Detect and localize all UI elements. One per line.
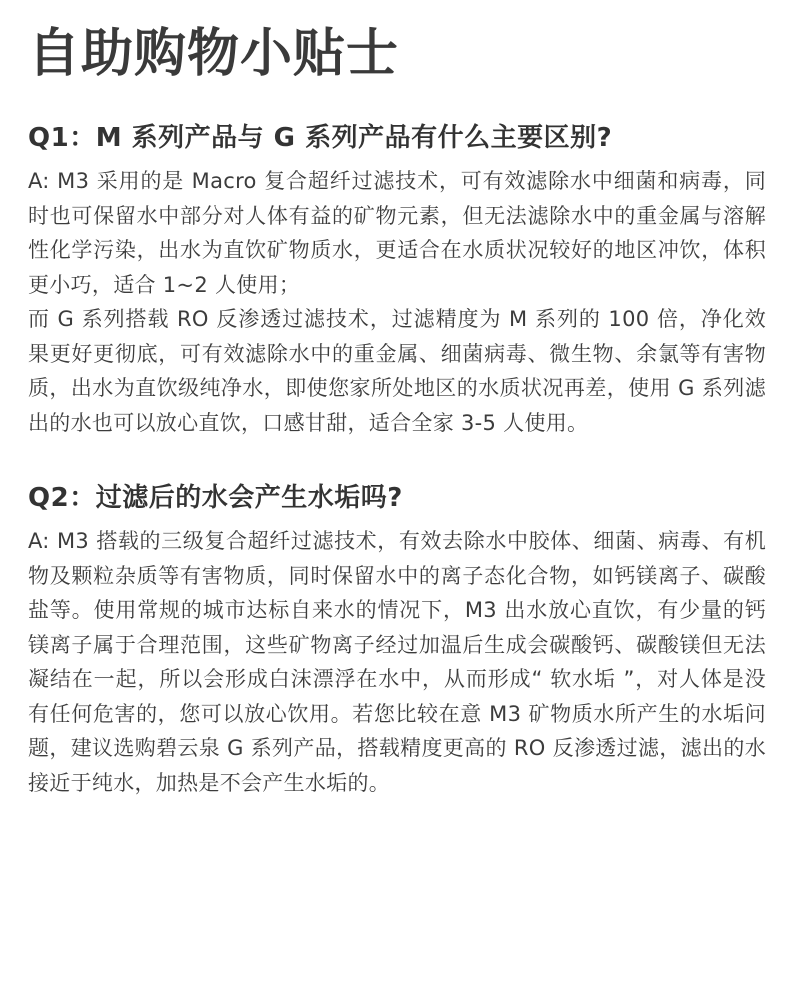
question-1: Q1：M 系列产品与 G 系列产品有什么主要区别? (28, 123, 613, 153)
qa-item-1 (28, 118, 766, 440)
answer-1-paragraph-2: 而 G 系列搭载 RO 反渗透过滤技术，过滤精度为 M 系列的 100 倍，净化效果更好更彻底，可有效滤除水中的重金属、细菌病毒、微生物、余氯等有害物质，出水为直饮级纯净水，即使您家所处地区的水质状况再差，使用 G 系列滤出的水也可以放心直饮，口感甘甜，适合全家 3-5 人使用。 (28, 307, 766, 435)
answer-1 (28, 164, 766, 440)
question-2: Q2：过滤后的水会产生水垢吗? (28, 483, 403, 513)
answer-2 (28, 524, 766, 800)
qa-item-2 (28, 478, 766, 800)
answer-1-paragraph-1: A: M3 采用的是 Macro 复合超纤过滤技术，可有效滤除水中细菌和病毒，同时也可保留水中部分对人体有益的矿物元素，但无法滤除水中的重金属与溶解性化学污染，出水为直饮矿物质水，更适合在水质状况较好的地区冲饮，体积更小巧，适合 1~2 人使用； (28, 169, 766, 297)
page-title: 自助购物小贴士 (28, 24, 400, 84)
answer-2-paragraph-1: A: M3 搭载的三级复合超纤过滤技术，有效去除水中胶体、细菌、病毒、有机物及颗粒杂质等有害物质，同时保留水中的离子态化合物，如钙镁离子、碳酸盐等。使用常规的城市达标自来水的情况下，M3 出水放心直饮，有少量的钙镁离子属于合理范围，这些矿物离子经过加温后生成会碳酸钙、碳酸镁但无法凝结在一起，所以会形成白沫漂浮在水中，从而形成“ 软水垢 ”，对人体是没有任何危害的，您可以放心饮用。若您比较在意 M3 矿物质水所产生的水垢问题，建议选购碧云泉 G 系列产品，搭载精度更高的 RO 反渗透过滤，滤出的水接近于纯水，加热是不会产生水垢的。 (28, 529, 766, 795)
